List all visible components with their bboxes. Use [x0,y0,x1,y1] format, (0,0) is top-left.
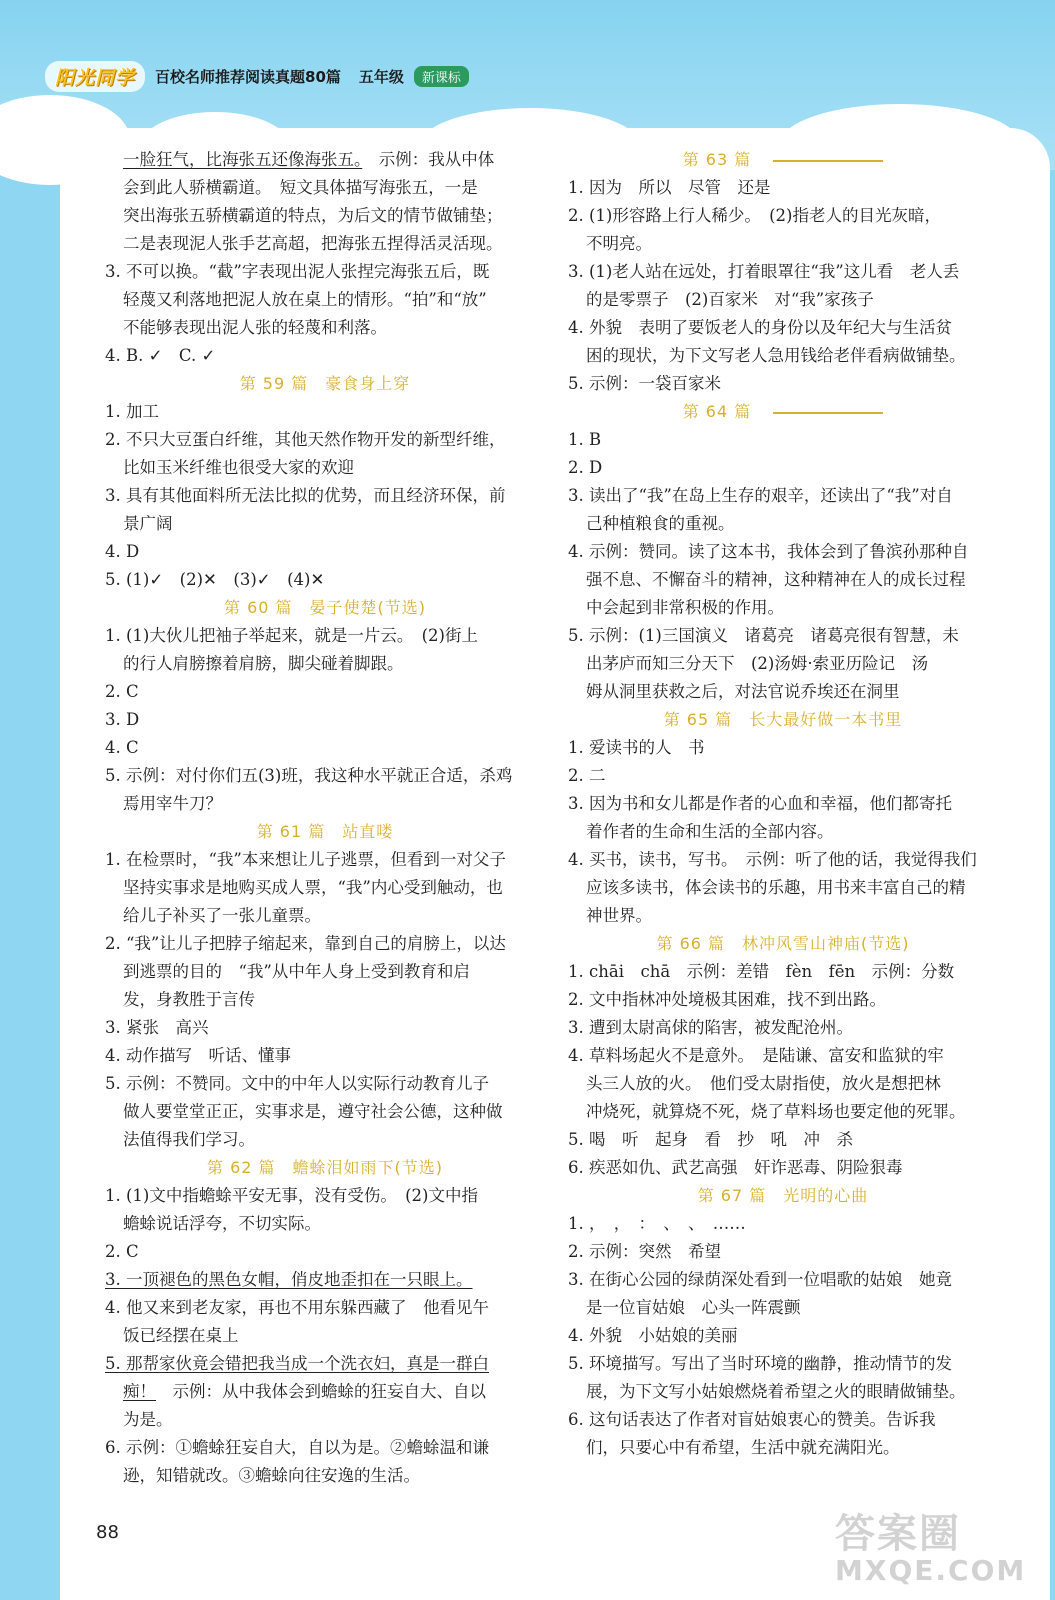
answer-line [568,426,998,454]
answer-text: 为是。 [123,1410,173,1429]
answer-line [568,958,998,986]
answer-text: 景广阔 [123,514,173,533]
answer-text: 的是零票子 (2)百家米 对“我”家孩子 [586,290,874,309]
answer-text: 给儿子补买了一张儿童票。 [123,906,321,925]
answer-line [105,1126,545,1154]
answer-text: 2. C [105,682,139,701]
answer-text: 4. 示例：赞同。读了这本书，我体会到了鲁滨孙那种自 [568,542,969,561]
answer-line [568,258,998,286]
answer-line [105,650,545,678]
answer-text: 5. 示例：对付你们五(3)班，我这种水平就正合适，杀鸡 [105,766,513,785]
answer-text: 逊，知错就改。③蟾蜍向往安逸的生活。 [123,1466,420,1485]
answer-text: 痴！ [123,1382,156,1401]
answer-text: 二是表现泥人张手艺高超，把海张五捏得活灵活现。 [123,234,503,253]
answer-line [568,1294,998,1322]
answer-text: 5. (1)✓ (2)✕ (3)✓ (4)✕ [105,570,325,589]
answer-line [568,678,998,706]
answer-text: 突出海张五骄横霸道的特点，为后文的情节做铺垫； [123,206,503,225]
answer-text: 1. 在检票时，“我”本来想让儿子逃票，但看到一对父子 [105,850,506,869]
answer-line [105,1322,545,1350]
answer-text: 2. C [105,1242,139,1261]
answer-line [568,1266,998,1294]
answer-line [105,510,545,538]
section-heading [568,1182,998,1210]
section-heading [568,146,998,174]
answer-line [568,230,998,258]
answer-line [568,1322,998,1350]
answer-text: 不能够表现出泥人张的轻蔑和利落。 [123,318,387,337]
answer-text: 3. (1)老人站在远处，打着眼罩往“我”这儿看 老人丢 [568,262,960,281]
answer-text: 姆从洞里获救之后，对法官说乔埃还在洞里 [586,682,900,701]
answer-line [568,370,998,398]
answer-line [105,146,545,174]
answer-text: 1. B [568,430,602,449]
series-title: 百校名师推荐阅读真题80篇 [155,67,341,86]
answer-text: 们，只要心中有希望，生活中就充满阳光。 [586,1438,900,1457]
answer-text: 3. D [105,710,140,729]
answer-text: 1. ， ， ： 、 、 …… [568,1214,746,1233]
answer-line [568,622,998,650]
answer-text: 1. chāi chā 示例：差错 fèn fēn 示例：分数 [568,962,955,981]
answer-text: 到逃票的目的 “我”从中年人身上受到教育和启 [123,962,470,981]
answer-text: 3. 紧张 高兴 [105,1018,209,1037]
answer-text: 2. 不只大豆蛋白纤维，其他天然作物开发的新型纤维， [105,430,506,449]
answer-line [105,902,545,930]
section-heading [568,930,998,958]
section-heading [105,594,545,622]
answer-text-tail: 示例：我从中体 [362,150,495,169]
answer-text: 焉用宰牛刀？ [123,794,222,813]
answer-line [568,174,998,202]
answer-line [568,1070,998,1098]
answer-text: 饭已经摆在桌上 [123,1326,239,1345]
answer-line [568,790,998,818]
answer-line [568,286,998,314]
answer-text: 出茅庐而知三分天下 (2)汤姆·索亚历险记 汤 [586,654,929,673]
answer-text: 发，身教胜于言传 [123,990,255,1009]
answer-text: 6. 这句话表达了作者对盲姑娘衷心的赞美。告诉我 [568,1410,936,1429]
section-rule [773,412,883,414]
section-heading-text: 第 59 篇 豪食身上穿 [239,374,411,393]
answer-text: 3. 因为书和女儿都是作者的心血和幸福，他们都寄托 [568,794,952,813]
answer-line [568,846,998,874]
answer-line [568,566,998,594]
answer-text: 5. 环境描写。写出了当时环境的幽静，推动情节的发 [568,1354,952,1373]
answer-text-tail: 示例：从中我体会到蟾蜍的狂妄自大、自以 [156,1382,486,1401]
answer-line [568,1210,998,1238]
page-number: 88 [96,1522,119,1543]
answer-line [105,426,545,454]
answer-line [568,650,998,678]
section-heading [568,398,998,426]
answer-line [105,1042,545,1070]
answer-text: 4. 动作描写 听话、懂事 [105,1046,291,1065]
answer-line [105,622,545,650]
answer-text: 不明亮。 [586,234,652,253]
answer-line [105,398,545,426]
answer-line [105,1350,545,1378]
answer-text: 2. 二 [568,766,606,785]
answer-line [568,902,998,930]
answer-line [568,1098,998,1126]
answer-text: 5. 示例：一袋百家米 [568,374,721,393]
watermark-text: 答案圈 [835,1511,961,1557]
answer-line [105,1266,545,1294]
answer-line [105,1462,545,1490]
answer-text: 1. 爱读书的人 书 [568,738,705,757]
brand-logo: 阳光同学 [45,61,145,92]
answer-text: 5. 示例：不赞同。文中的中年人以实际行动教育儿子 [105,1074,489,1093]
section-heading-text: 第 61 篇 站直喽 [256,822,394,841]
answer-text: 强不息、不懈奋斗的精神，这种精神在人的成长过程 [586,570,966,589]
answer-line [568,1378,998,1406]
answer-line [568,1014,998,1042]
answer-text: 坚持实事求是地购买成人票，“我”内心受到触动，也 [123,878,503,897]
answer-line [568,818,998,846]
answer-line [568,342,998,370]
answer-text: 的行人肩膀擦着肩膀，脚尖碰着脚跟。 [123,654,404,673]
answer-text: 4. 买书，读书，写书。 示例：听了他的话，我觉得我们 [568,850,977,869]
answer-line [105,1434,545,1462]
answer-text: 2. 文中指林冲处境极其困难，找不到出路。 [568,990,886,1009]
right-answer-column [568,146,998,1462]
answer-text: 做人要堂堂正正，实事求是，遵守社会公德，这种做 [123,1102,503,1121]
answer-text: 5. 喝 听 起身 看 抄 吼 冲 杀 [568,1130,853,1149]
answer-line [568,1350,998,1378]
answer-line [568,1126,998,1154]
answer-line [568,762,998,790]
answer-line [105,538,545,566]
answer-line [105,706,545,734]
answer-line [568,874,998,902]
answer-text: 5. 示例：(1)三国演义 诸葛亮 诸葛亮很有智慧，未 [568,626,959,645]
answer-line [105,734,545,762]
section-heading [105,1154,545,1182]
answer-line [105,482,545,510]
answer-text: 4. 他又来到老友家，再也不用东躲西藏了 他看见午 [105,1298,489,1317]
answer-line [105,1210,545,1238]
answer-text: 1. (1)大伙儿把袖子举起来，就是一片云。 (2)街上 [105,626,478,645]
section-heading-text: 第 66 篇 林冲风雪山神庙(节选) [656,934,910,953]
answer-line [105,846,545,874]
answer-text: 2. D [568,458,603,477]
answer-line [105,566,545,594]
answer-line [568,986,998,1014]
answer-text: 头三人放的火。 他们受太尉指使，放火是想把林 [586,1074,941,1093]
answer-text: 5. 那帮家伙竟会错把我当成一个洗衣妇，真是一群白 [105,1354,489,1373]
answer-line [568,454,998,482]
answer-text: 法值得我们学习。 [123,1130,255,1149]
answer-text: 应该多读书，体会读书的乐趣，用书来丰富自己的精 [586,878,966,897]
section-heading-text: 第 67 篇 光明的心曲 [697,1186,869,1205]
grade-label: 五年级 [358,67,404,86]
section-heading-text: 第 60 篇 晏子使楚(节选) [223,598,427,617]
answer-text: 展，为下文写小姑娘燃烧着希望之火的眼睛做铺垫。 [586,1382,966,1401]
answer-line [568,594,998,622]
answer-line [568,482,998,510]
answer-text: 冲烧死，就算烧不死，烧了草料场也要定他的死罪。 [586,1102,966,1121]
answer-line [568,1238,998,1266]
answer-line [105,1070,545,1098]
answer-text: 比如玉米纤维也很受大家的欢迎 [123,458,354,477]
answer-line [105,762,545,790]
answer-text: 4. B. ✓ C. ✓ [105,346,216,365]
answer-text: 4. 外貌 小姑娘的美丽 [568,1326,738,1345]
watermark-url: MXQE.COM [835,1554,1027,1587]
answer-text: 轻蔑又利落地把泥人放在桌上的情形。“拍”和“放” [123,290,487,309]
site-watermark [835,1512,1026,1586]
answer-line [568,1406,998,1434]
answer-line [105,1098,545,1126]
answer-text: 3. 具有其他面料所无法比拟的优势，而且经济环保，前 [105,486,506,505]
answer-text: 4. D [105,542,140,561]
answer-text: 3. 一顶褪色的黑色女帽，俏皮地歪扣在一只眼上。 [105,1270,473,1289]
answer-text: 1. 因为 所以 尽管 还是 [568,178,771,197]
answer-text: 1. 加工 [105,402,159,421]
answer-line [105,678,545,706]
answer-text: 2. (1)形容路上行人稀少。 (2)指老人的目光灰暗， [568,206,941,225]
answer-line [105,454,545,482]
answer-line [568,202,998,230]
answer-line [105,174,545,202]
answer-text: 蟾蜍说话浮夸，不切实际。 [123,1214,321,1233]
answer-line [568,1434,998,1462]
section-heading-text: 第 62 篇 蟾蜍泪如雨下(节选) [206,1158,444,1177]
answer-text: 己种植粮食的重视。 [586,514,735,533]
answer-text: 神世界。 [586,906,652,925]
answer-text: 是一位盲姑娘 心头一阵震颤 [586,1298,801,1317]
answer-line [105,1182,545,1210]
answer-line [105,342,545,370]
answer-line [105,1238,545,1266]
book-header [45,58,469,94]
answer-line [105,790,545,818]
answer-text: 6. 疾恶如仇、武艺高强 奸诈恶毒、阴险狠毒 [568,1158,903,1177]
answer-text: 4. 外貌 表明了要饭老人的身份以及年纪大与生活贫 [568,318,952,337]
section-heading [105,818,545,846]
answer-text: 中会起到非常积极的作用。 [586,598,784,617]
answer-line [105,1406,545,1434]
answer-line [568,314,998,342]
answer-line [568,510,998,538]
answer-text: 3. 不可以换。“截”字表现出泥人张捏完海张五后，既 [105,262,490,281]
answer-text: 4. C [105,738,139,757]
answer-line [105,930,545,958]
section-heading [568,706,998,734]
answer-text: 3. 读出了“我”在岛上生存的艰辛，还读出了“我”对自 [568,486,953,505]
answer-line [105,958,545,986]
answer-text: 着作者的生命和生活的全部内容。 [586,822,834,841]
answer-line [568,1154,998,1182]
answer-line [105,874,545,902]
answer-text: 4. 草料场起火不是意外。 是陆谦、富安和监狱的牢 [568,1046,944,1065]
answer-line [105,1294,545,1322]
answer-line [105,230,545,258]
answer-line [568,1042,998,1070]
left-answer-column [105,146,545,1490]
answer-line [105,1014,545,1042]
section-heading [105,370,545,398]
answer-text: 1. (1)文中指蟾蜍平安无事，没有受伤。 (2)文中指 [105,1186,478,1205]
answer-line [568,734,998,762]
answer-line [105,202,545,230]
answer-line [568,538,998,566]
answer-text: 2. 示例：突然 希望 [568,1242,721,1261]
section-heading-text: 第 64 篇 [682,402,752,421]
answer-line [105,258,545,286]
answer-text: 会到此人骄横霸道。 短文具体描写海张五，一是 [123,178,478,197]
answer-text: 6. 示例：①蟾蜍狂妄自大，自以为是。②蟾蜍温和谦 [105,1438,489,1457]
answer-line [105,986,545,1014]
answer-text: 困的现状，为下文写老人急用钱给老伴看病做铺垫。 [586,346,966,365]
answer-text: 3. 在街心公园的绿荫深处看到一位唱歌的姑娘 她竟 [568,1270,952,1289]
answer-line [105,314,545,342]
answer-text: 3. 遭到太尉高俅的陷害，被发配沧州。 [568,1018,853,1037]
answer-text: 一脸狂气，比海张五还像海张五。 [123,150,363,169]
answer-text: 2. “我”让儿子把脖子缩起来，靠到自己的肩膀上，以达 [105,934,506,953]
section-rule [773,160,883,162]
section-heading-text: 第 63 篇 [682,150,752,169]
section-heading-text: 第 65 篇 长大最好做一本书里 [663,710,903,729]
edition-badge: 新课标 [414,66,469,87]
answer-line [105,286,545,314]
answer-line [105,1378,545,1406]
